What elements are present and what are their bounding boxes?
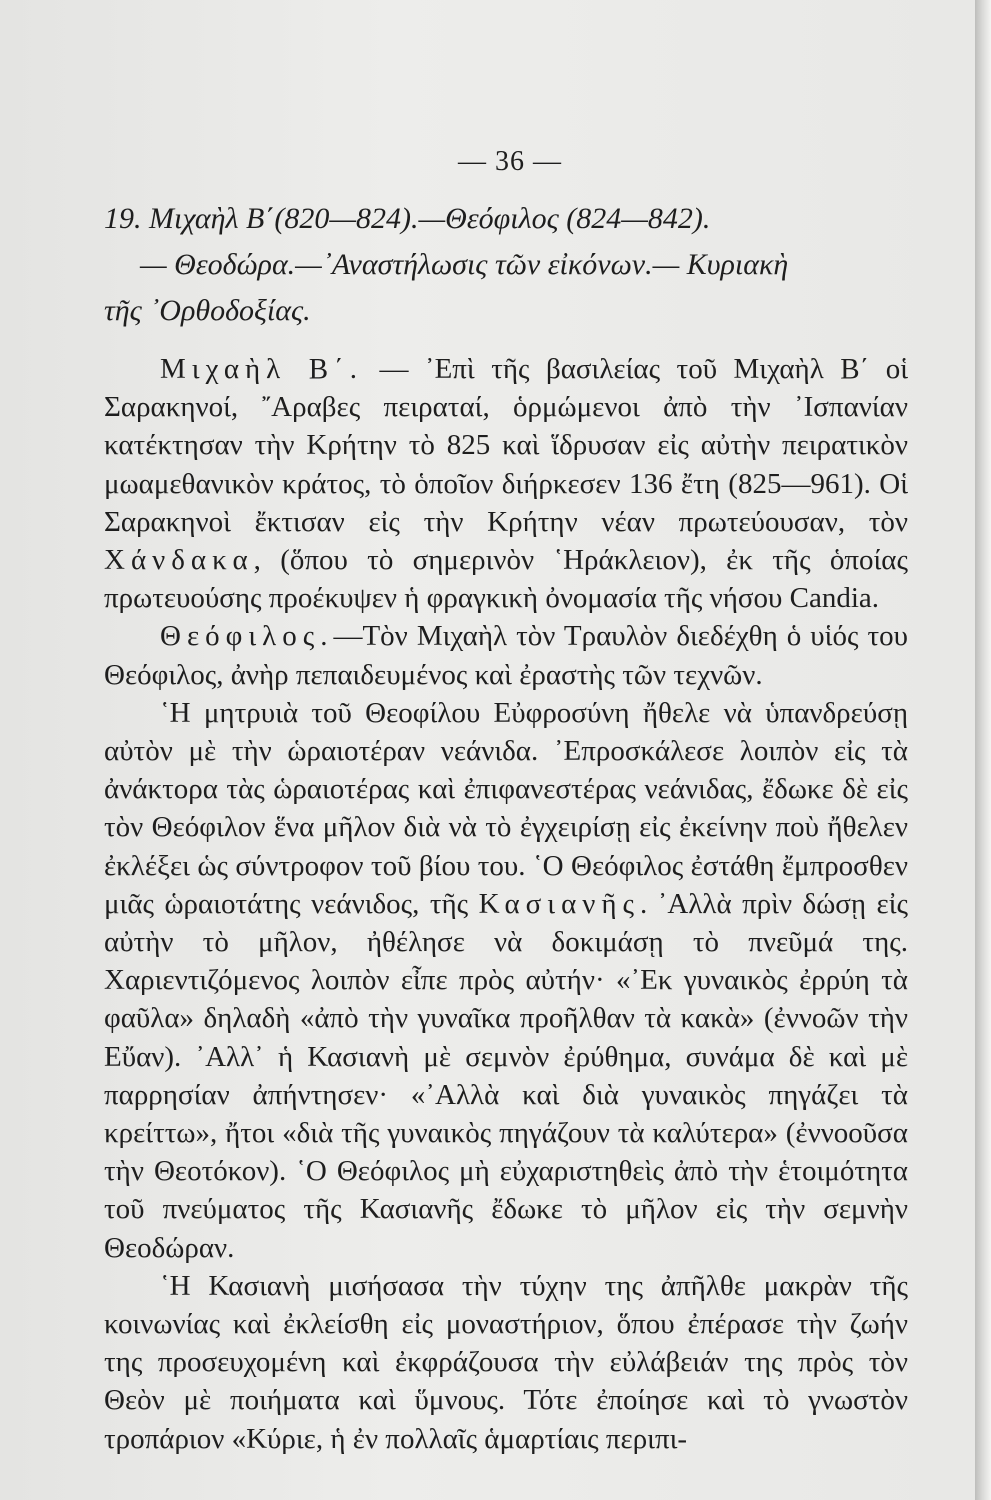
paragraph-lead-michael: Μιχαὴλ Β΄. <box>160 353 363 385</box>
paragraph-text-bride-show-2: . ᾽Αλλὰ πρὶν δώσῃ εἰς αὐτὴν τὸ μῆλον, ἠθέλησε νὰ δοκιμάσῃ τὸ πνεῦμά της. Χαριεντιζόμενος λοιπὸν εἶπε πρὸς αὐτήν· «᾽Εκ γυναικὸς ἐρρύη τὰ φαῦλα» δηλαδὴ «ἀπὸ τὴν γυναῖκα προῆλθαν τὰ κακὰ» (ἐννοῶν τὴν Εὔαν). ᾽Αλλ᾽ ἡ Κασιανὴ μὲ σεμνὸν ἐρύθημα, συνάμα δὲ καὶ μὲ παρρησίαν ἀπήντησεν· «᾽Αλλὰ καὶ διὰ γυναικὸς πηγάζει τὰ κρείττω», ἤτοι «διὰ τῆς γυναικὸς πηγάζουν τὰ καλύτερα» (ἐννοοῦσα τὴν Θεοτόκον). ῾Ο Θεόφιλος μὴ εὐχαριστηθεὶς ἀπὸ τὴν ἑτοιμότητα τοῦ πνεύματος τῆς Κασιανῆς ἔδωκε τὸ μῆλον εἰς τὴν σεμνὴν Θεοδώραν. <box>104 887 908 1264</box>
paragraph-bride-show <box>104 694 908 1267</box>
paragraph-text-kasiani: ῾Η Κασιανὴ μισήσασα τὴν τύχην της ἀπῆλθε μακρὰν τῆς κοινωνίας καὶ ἐκλείσθη εἰς μοναστήριον, ὅπου ἐπέρασε τὴν ζωήν της προσευχομένη καὶ ἐκφράζουσα τὴν εὐλάβειάν της πρὸς τὸν Θεὸν μὲ ποιήματα καὶ ὕμνους. Τότε ἐποίησε καὶ τὸ γνωστὸν τροπάριον «Κύριε, ἡ ἐν πολλαῖς ἁμαρτίαις περιπι- <box>104 1269 908 1455</box>
heading-line-1: 19. Μιχαὴλ Β΄(820—824).—Θεόφιλος (824—842). <box>104 202 711 235</box>
spaced-name-chandaka: Χάνδακα <box>104 544 254 577</box>
page-edge <box>975 0 991 1500</box>
heading-line-3: τῆς ᾽Ορθοδοξίας. <box>104 294 311 327</box>
paragraph-tail-michael: , (ὅπου τὸ σημερινὸν ῾Ηράκλειον), ἐκ τῆς ὁποίας πρωτευούσης προέκυψεν ἡ φραγκικὴ ὀνομασία τῆς νήσου Candia. <box>104 544 908 615</box>
paragraph-theophilos <box>104 617 908 693</box>
spaced-name-kasiani: Κασιανῆς <box>478 887 641 920</box>
section-heading <box>104 196 908 334</box>
page-number: — 36 — <box>458 146 562 177</box>
page-content <box>104 196 908 1458</box>
paragraph-text-michael: — ᾽Επὶ τῆς βασιλείας τοῦ Μιχαὴλ Β΄ οἱ Σαρακηνοί, ῎Αραβες πειραταί, ὁρμώμενοι ἀπὸ τὴν ᾽Ισπανίαν κατέκτησαν τὴν Κρήτην τὸ 825 καὶ ἵδρυσαν εἰς αὐτὴν πειρατικὸν μωαμεθανικὸν κράτος, τὸ ὁποῖον διήρκεσεν 136 ἔτη (825—961). Οἱ Σαρακηνοὶ ἔκτισαν εἰς τὴν Κρήτην νέαν πρωτεύουσαν, τὸν <box>104 353 908 538</box>
paragraph-text-theophilos: —Τὸν Μιχαὴλ τὸν Τραυλὸν διεδέχθη ὁ υἱός του Θεόφιλος, ἀνὴρ πεπαιδευμένος καὶ ἐραστὴς τῶν τεχνῶν. <box>104 620 908 691</box>
paragraph-michael <box>104 350 908 617</box>
paragraph-text-bride-show-1: ῾Η μητρυιὰ τοῦ Θεοφίλου Εὐφροσύνη ἤθελε νὰ ὑπανδρεύσῃ αὐτὸν μὲ τὴν ὡραιοτέραν νεάνιδα. ᾽Επροσκάλεσε λοιπὸν εἰς τὰ ἀνάκτορα τὰς ὡραιοτέρας καὶ ἐπιφανεστέρας νεάνιδας, ἔδωκε δὲ εἰς τὸν Θεόφιλον ἕνα μῆλον διὰ νὰ τὸ ἐγχειρίσῃ εἰς ἐκείνην ποὺ ἤθελεν ἐκλέξει ὡς σύντροφον τοῦ βίου του. ῾Ο Θεόφιλος ἐστάθη ἔμπροσθεν μιᾶς ὡραιοτάτης νεάνιδος, τῆς <box>104 696 908 920</box>
paragraph-kasiani <box>104 1267 908 1458</box>
heading-line-2: — Θεοδώρα.—᾽Αναστήλωσις τῶν εἰκόνων.— Κυριακὴ <box>140 248 789 281</box>
paragraph-lead-theophilos: Θεόφιλος. <box>160 620 334 653</box>
